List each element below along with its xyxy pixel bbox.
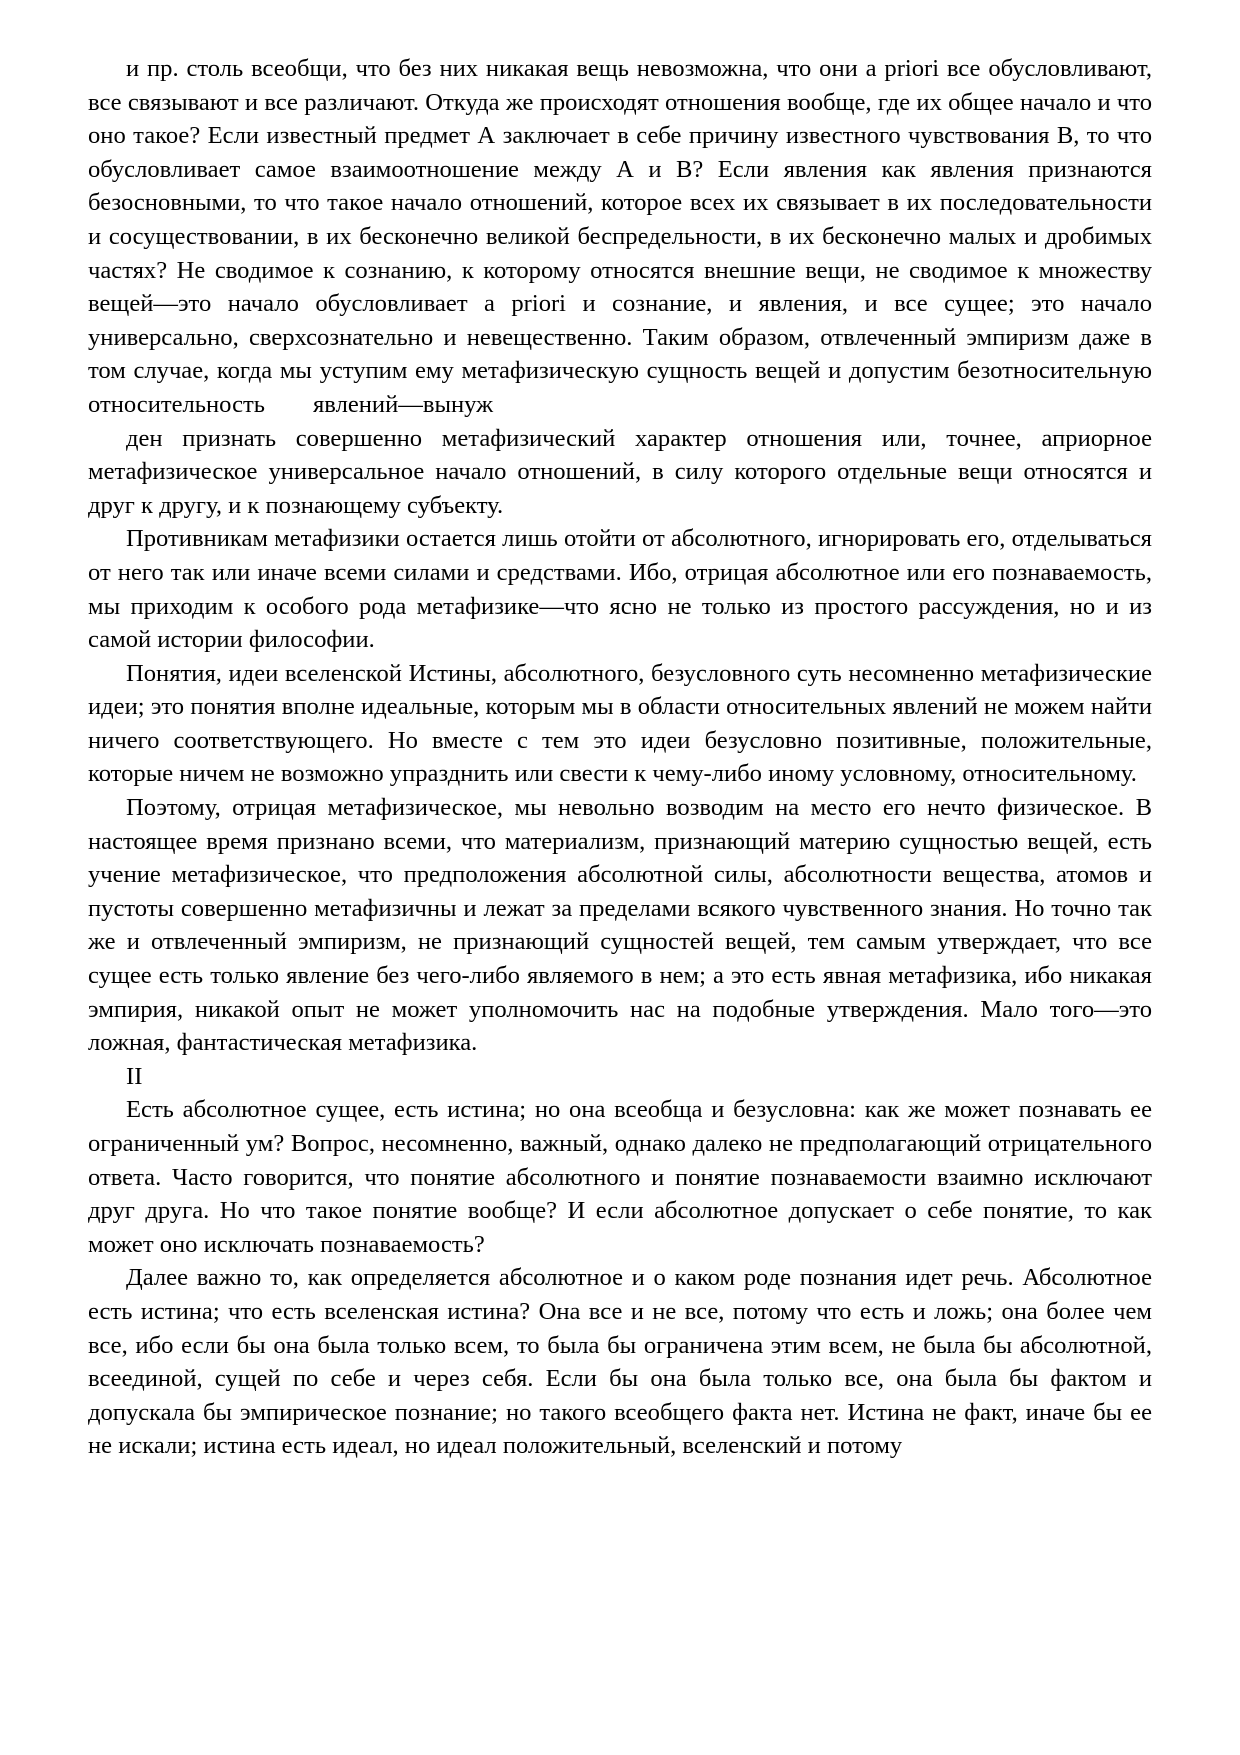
document-page: [88, 52, 1152, 1732]
paragraph-1b: ден признать совершенно метафизический характер отношения или, точнее, априорное метафизическое универсальное начало отношений, в силу которого отдельные вещи относятся и друг к другу, и к познающему субъекту.: [88, 424, 1152, 519]
paragraph-1a-text: и пр. столь всеобщи, что без них никакая вещь невозможна, что они a priori все обусловливают, все связывают и все различают. Откуда же происходят отношения вообще, где их общее начало и что оно такое? Если известный предмет А заключает в себе причину известного чувствования В, то что обусловливает самое взаимоотношение между А и В? Если явления как явления признаются безосновными, то что такое начало отношений, которое всех их связывает в их последовательности и сосуществовании, в их бесконечно великой беспредельности, в их бесконечно малых и дробимых частях? Не сводимое к сознанию, к которому относятся внешние вещи, не сводимое к множеству вещей—это начало обусловливает a priori и сознание, и явления, и все сущее; это начало универсально, сверхсознательно и невещественно. Таким образом, отвлеченный эмпиризм даже в том случае, когда мы уступим ему метафизическую сущность вещей и допустим безотносительную относительность: [88, 55, 1152, 418]
paragraph-1a: [88, 52, 1152, 422]
paragraph-5: Есть абсолютное сущее, есть истина; но она всеобща и безусловна: как же может познавать ее ограниченный ум? Вопрос, несомненно, важный, однако далеко не предполагающий отрицательного ответа. Часто говорится, что понятие абсолютного и понятие познаваемости взаимно исключают друг друга. Но что такое понятие вообще? И если абсолютное допускает о себе понятие, то как может оно исключать познаваемость?: [88, 1096, 1152, 1258]
section-heading: II: [126, 1062, 143, 1090]
paragraph-3: Понятия, идеи вселенской Истины, абсолютного, безусловного суть несомненно метафизические идеи; это понятия вполне идеальные, которым мы в области относительных явлений не можем найти ничего соответствующего. Но вместе с тем это идеи безусловно позитивные, положительные, которые ничем не возможно упразднить или свести к чему-либо иному условному, относительному.: [88, 659, 1152, 788]
paragraph-4: Поэтому, отрицая метафизическое, мы невольно возводим на место его нечто физическое. В настоящее время признано всеми, что материализм, признающий материю сущностью вещей, есть учение метафизическое, что предположения абсолютной силы, абсолютности вещества, атомов и пустоты совершенно метафизичны и лежат за пределами всякого чувственного знания. Но точно так же и отвлеченный эмпиризм, не признающий сущностей вещей, тем самым утверждает, что все сущее есть только явление без чего-либо являемого в нем; а это есть явная метафизика, ибо никакая эмпирия, никакой опыт не может уполномочить нас на подобные утверждения. Мало того—это ложная, фантастическая метафизика.: [88, 794, 1152, 1057]
paragraph-6: Далее важно то, как определяется абсолютное и о каком роде познания идет речь. Абсолютное есть истина; что есть вселенская истина? Она все и не все, потому что есть и ложь; она более чем все, ибо если бы она была только всем, то была бы ограничена этим всем, не была бы абсолютной, всеединой, сущей по себе и через себя. Если бы она была только все, она была бы фактом и допускала бы эмпирическое познание; но такого всеобщего факта нет. Истина не факт, иначе бы ее не искали; истина есть идеал, но идеал положительный, вселенский и потому: [88, 1264, 1152, 1460]
paragraph-2: Противникам метафизики остается лишь отойти от абсолютного, игнорировать его, отделываться от него так или иначе всеми силами и средствами. Ибо, отрицая абсолютное или его познаваемость, мы приходим к особого рода метафизике—что ясно не только из простого рассуждения, но и из самой истории философии.: [88, 525, 1152, 654]
paragraph-1a-tail: явлений—вынуж: [312, 390, 494, 418]
